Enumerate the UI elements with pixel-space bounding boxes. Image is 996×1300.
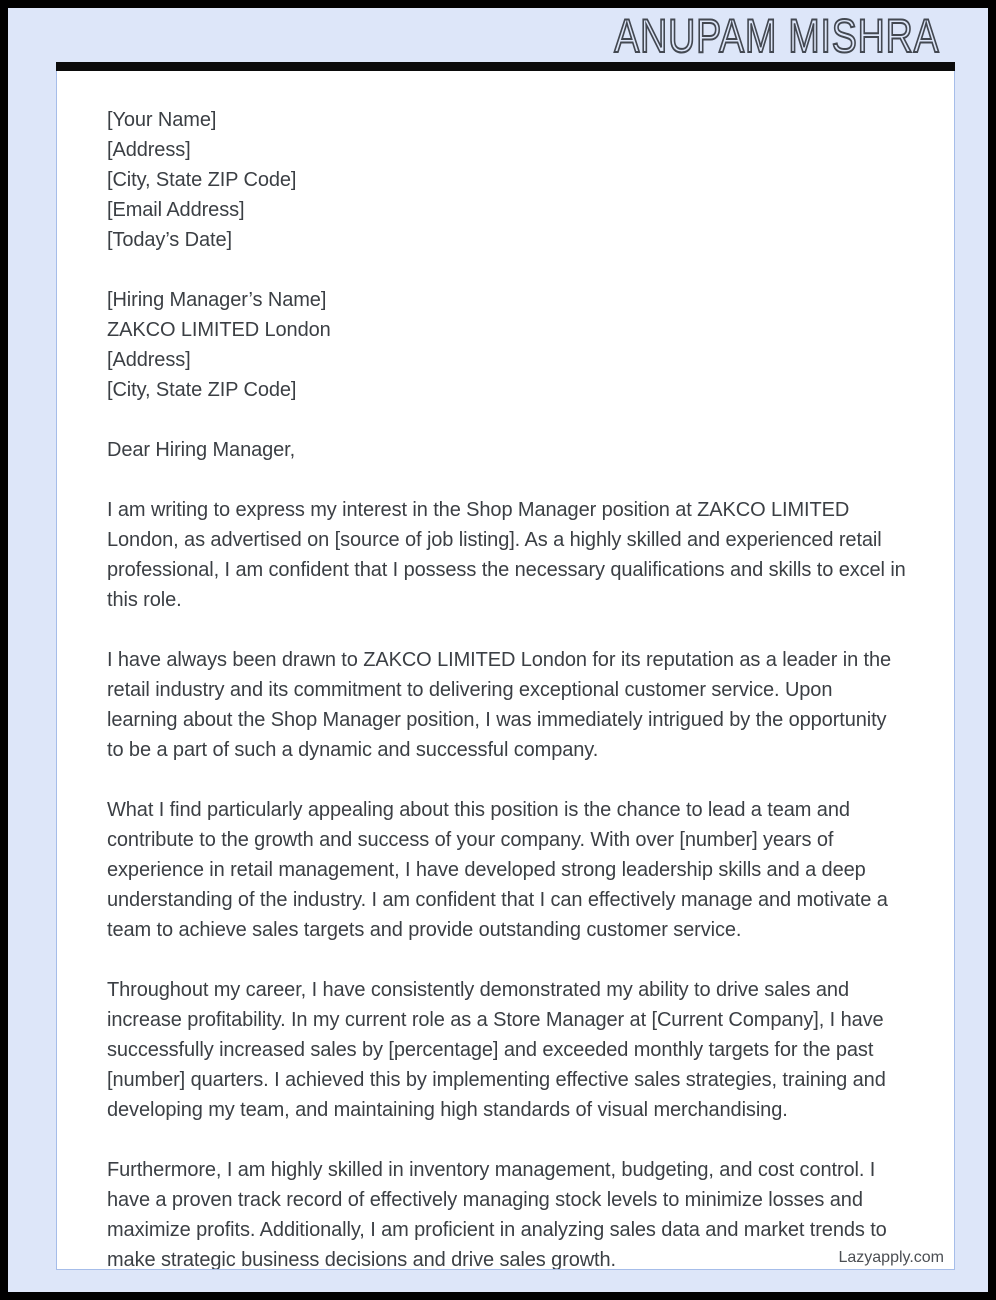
sender-date-line: [Today’s Date]	[107, 229, 232, 251]
brand-name: ANUPAM MISHRA	[613, 9, 939, 62]
recipient-block	[107, 285, 907, 405]
recipient-address-line: [Address]	[107, 349, 191, 371]
watermark: Lazyapply.com	[838, 1249, 944, 1266]
header-rule	[56, 62, 955, 71]
recipient-city-line: [City, State ZIP Code]	[107, 379, 297, 401]
letter-body	[57, 71, 954, 1270]
letter-template-canvas	[8, 8, 988, 1292]
letter-paragraph: Throughout my career, I have consistently demonstrated my ability to drive sales and increase profitability. In my current role as a Store Manager at [Current Company], I have successfully increased sales by [percentage] and exceeded monthly targets for the past [number] quarters. I achieved this by implementing effective sales strategies, training and developing my team, and maintaining high standards of visual merchandising.	[107, 979, 886, 1121]
letter-page	[56, 71, 955, 1270]
recipient-name-line: [Hiring Manager’s Name]	[107, 289, 327, 311]
sender-email-line: [Email Address]	[107, 199, 245, 221]
salutation: Dear Hiring Manager,	[107, 439, 296, 461]
sender-address-line: [Address]	[107, 139, 191, 161]
recipient-company-line: ZAKCO LIMITED London	[107, 319, 331, 341]
letter-paragraph: Furthermore, I am highly skilled in inventory management, budgeting, and cost control. I have a proven track record of effectively managing stock levels to minimize losses and maximize profits. Additionally, I am proficient in analyzing sales data and market trends to make strategic business decisions and drive sales growth.	[107, 1159, 887, 1270]
sender-city-line: [City, State ZIP Code]	[107, 169, 297, 191]
letter-paragraph: What I find particularly appealing about this position is the chance to lead a team and contribute to the growth and success of your company. With over [number] years of experience in retail management, I have developed strong leadership skills and a deep understanding of the industry. I am confident that I can effectively manage and motivate a team to achieve sales targets and provide outstanding customer service.	[107, 799, 888, 941]
sender-name-line: [Your Name]	[107, 109, 217, 131]
letter-paragraph: I am writing to express my interest in the Shop Manager position at ZAKCO LIMITED London, as advertised on [source of job listing]. As a highly skilled and experienced retail professional, I am confident that I possess the necessary qualifications and skills to excel in this role.	[107, 499, 906, 611]
sender-block	[107, 105, 907, 255]
letter-paragraph: I have always been drawn to ZAKCO LIMITED London for its reputation as a leader in the retail industry and its commitment to delivering exceptional customer service. Upon learning about the Shop Manager position, I was immediately intrigued by the opportunity to be a part of such a dynamic and successful company.	[107, 649, 892, 761]
